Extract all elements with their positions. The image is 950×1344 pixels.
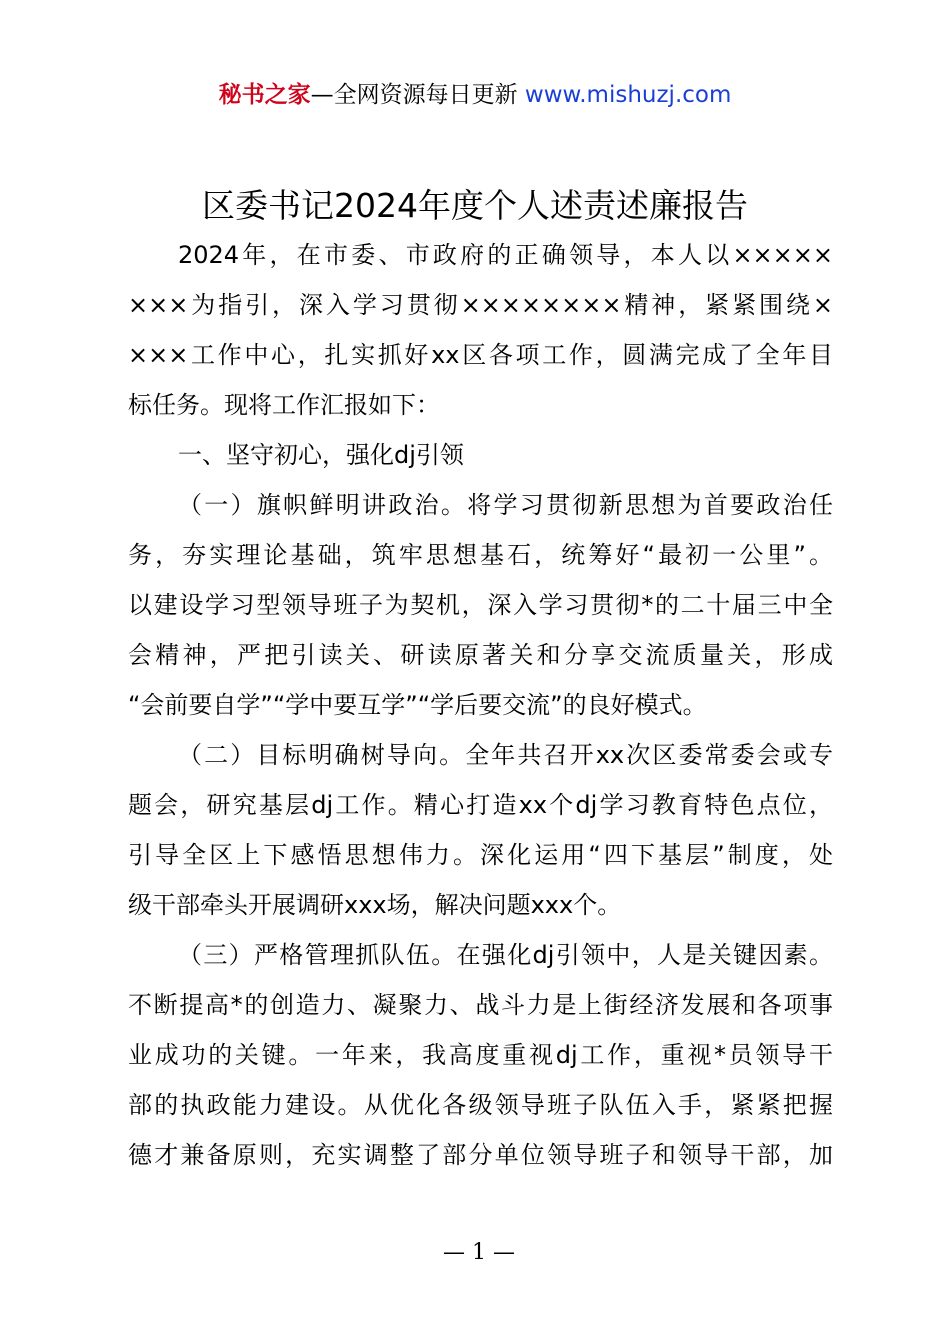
paragraph-line: 以建设学习型领导班子为契机，深入学习贯彻*的二十届三中全	[128, 591, 833, 619]
paragraph-line: 标任务。现将工作汇报如下：	[128, 391, 440, 419]
site-url-link[interactable]: www.mishuzj.com	[524, 82, 732, 108]
paragraph-line: 级干部牵头开展调研xxx场，解决问题xxx个。	[128, 891, 622, 919]
site-name: 秘书之家	[218, 82, 311, 108]
paragraph-line: 题会，研究基层dj工作。精心打造xx个dj学习教育特色点位，	[128, 791, 833, 819]
paragraph-line: 2024年，在市委、市政府的正确领导，本人以×××××	[178, 241, 833, 269]
paragraph-line: 业成功的关键。一年来，我高度重视dj工作，重视*员领导干	[128, 1041, 833, 1069]
paragraph-line: ×××工作中心，扎实抓好xx区各项工作，圆满完成了全年目	[128, 341, 833, 369]
paragraph-line: 会精神，严把引读关、研读原著关和分享交流质量关，形成	[128, 641, 833, 669]
paragraph-line: 不断提高*的创造力、凝聚力、战斗力是上街经济发展和各项事	[128, 991, 833, 1019]
paragraph-line: 务，夯实理论基础，筑牢思想基石，统筹好“最初一公里”。	[128, 541, 833, 569]
document-title: 区委书记2024年度个人述责述廉报告	[202, 186, 748, 225]
paragraph-line: “会前要自学”“学中要互学”“学后要交流”的良好模式。	[128, 691, 707, 719]
paragraph-line: 部的执政能力建设。从优化各级领导班子队伍入手，紧紧把握	[128, 1091, 833, 1119]
section-heading: 一、坚守初心，强化dj引领	[178, 441, 464, 469]
page-number: — 1 —	[443, 1240, 515, 1265]
paragraph-line: （三）严格管理抓队伍。在强化dj引领中，人是关键因素。	[178, 941, 833, 969]
site-header	[0, 78, 950, 112]
paragraph-line: 引导全区上下感悟思想伟力。深化运用“四下基层”制度，处	[128, 841, 833, 869]
document-body	[128, 230, 833, 1180]
paragraph-line: （一）旗帜鲜明讲政治。将学习贯彻新思想为首要政治任	[178, 491, 833, 519]
site-slogan: —全网资源每日更新	[310, 82, 518, 108]
paragraph-line: 德才兼备原则，充实调整了部分单位领导班子和领导干部，加	[128, 1141, 833, 1169]
paragraph-line: ×××为指引，深入学习贯彻××××××××精神，紧紧围绕×	[128, 291, 833, 319]
paragraph-line: （二）目标明确树导向。全年共召开xx次区委常委会或专	[178, 741, 833, 769]
